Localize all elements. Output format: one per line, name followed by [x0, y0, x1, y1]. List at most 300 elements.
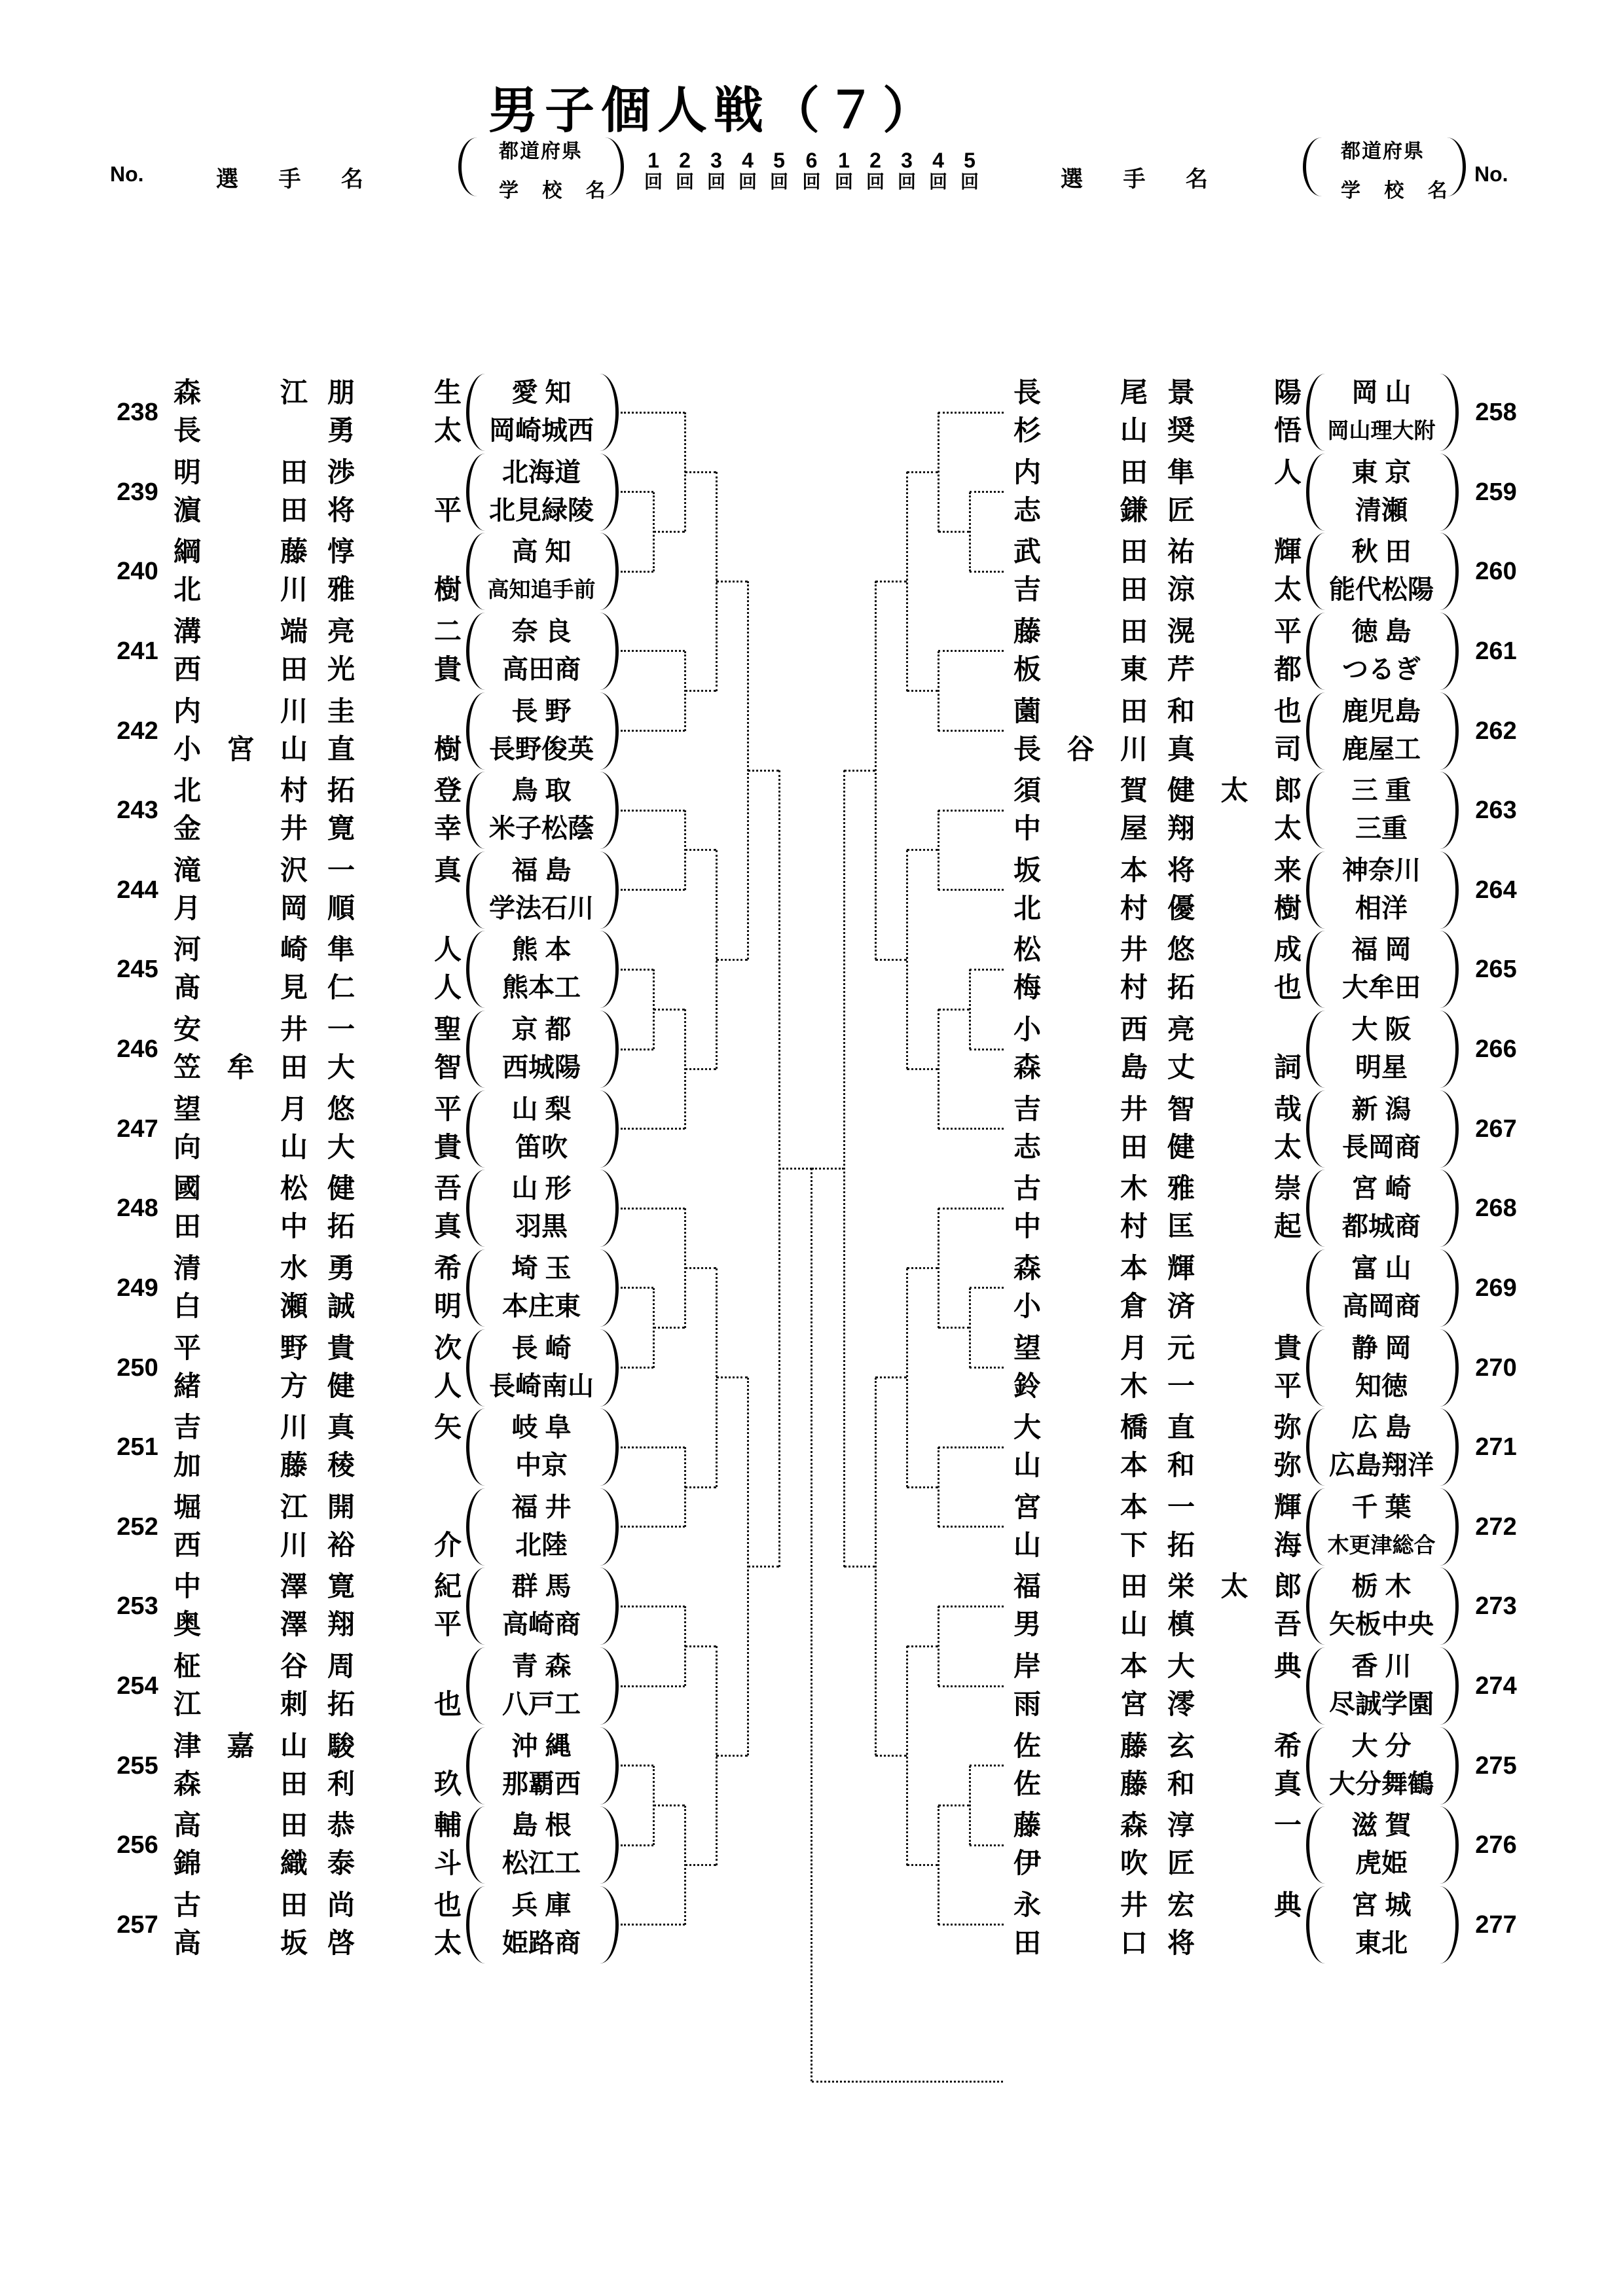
- entry-number: 263: [1475, 797, 1517, 825]
- bracket-line: [938, 1327, 970, 1329]
- school-paren-close-icon: [1440, 852, 1459, 929]
- given-name: 宏 典: [1167, 1889, 1302, 1920]
- entry-number: 267: [1475, 1115, 1517, 1143]
- header-school-right: 学 校 名: [1341, 180, 1457, 202]
- given-name: 澪: [1167, 1689, 1195, 1720]
- entry-264: [0, 851, 1623, 929]
- bracket-line: [653, 1009, 685, 1011]
- given-name: 優 樹: [1167, 892, 1302, 924]
- family-name: 河 崎: [173, 934, 308, 965]
- round-number: 2: [869, 149, 881, 172]
- family-name: 北 川: [173, 574, 308, 605]
- given-name: 滉 平: [1167, 615, 1302, 647]
- entry-266: [0, 1010, 1623, 1088]
- prefecture: 高 知: [511, 537, 572, 567]
- family-name: 古 木: [1013, 1173, 1148, 1204]
- entry-number: 239: [117, 478, 158, 506]
- entry-player1-name: [1013, 1331, 1302, 1365]
- family-name: 平 野: [173, 1332, 308, 1363]
- entry-267: [0, 1090, 1623, 1168]
- round-number: 6: [805, 149, 818, 172]
- family-name: 田 中: [173, 1211, 308, 1242]
- given-name: 栄 太 郎: [1167, 1571, 1302, 1602]
- given-name: 芹 都: [1167, 653, 1302, 685]
- family-name: 金 井: [173, 813, 308, 844]
- school-name: 羽黒: [515, 1212, 568, 1242]
- entry-line: [621, 1367, 653, 1369]
- family-name: 内 田: [1013, 456, 1148, 488]
- prefecture: 富 山: [1351, 1253, 1412, 1283]
- given-name: 大 智: [327, 1052, 462, 1083]
- school-name: 三重: [1355, 814, 1408, 844]
- family-name: 岸 本: [1013, 1651, 1148, 1682]
- family-name: 中 澤: [173, 1571, 308, 1602]
- entry-number: 254: [117, 1672, 158, 1700]
- school-name: 虎姫: [1355, 1849, 1408, 1878]
- prefecture: 長 崎: [511, 1333, 572, 1363]
- school-name: 明星: [1355, 1053, 1408, 1083]
- given-name: 亮 二: [327, 615, 462, 647]
- entry-number: 275: [1475, 1751, 1517, 1780]
- school-name: 米子松蔭: [489, 814, 594, 844]
- entry-line: [938, 1924, 1004, 1926]
- prefecture: 京 都: [511, 1015, 572, 1045]
- champion-line: [811, 1168, 812, 2081]
- given-name: 惇: [327, 536, 356, 567]
- final-connector: [812, 1168, 845, 1170]
- prefecture: 神奈川: [1342, 855, 1421, 885]
- family-name: 小 西: [1013, 1014, 1148, 1045]
- entry-number: 245: [117, 956, 158, 984]
- round-label-1: [824, 149, 864, 192]
- entry-number: 271: [1475, 1433, 1517, 1462]
- given-name: 匠: [1167, 494, 1195, 526]
- prefecture: 長 野: [511, 696, 572, 726]
- given-name: 淳 一: [1167, 1810, 1302, 1841]
- entry-line: [938, 1446, 1004, 1448]
- given-name: 順: [327, 892, 356, 924]
- family-name: 長 谷 川: [1013, 733, 1148, 764]
- given-name: 恭 輔: [327, 1810, 462, 1841]
- entry-line: [970, 969, 1004, 971]
- prefecture: 東 京: [1351, 457, 1412, 487]
- bracket-line: [907, 1645, 938, 1647]
- entry-262: [0, 692, 1623, 770]
- school-name: 西城陽: [502, 1053, 581, 1083]
- header-pref-left: 都道府県: [499, 141, 583, 162]
- entry-265: [0, 930, 1623, 1009]
- header-paren-close-left-icon: [605, 137, 624, 196]
- school-name: 清瀬: [1355, 495, 1408, 525]
- family-name: 北 村: [1013, 892, 1148, 924]
- family-name: 吉 川: [173, 1412, 308, 1443]
- school-name: 広島翔洋: [1329, 1451, 1434, 1480]
- family-name: 松 井: [1013, 934, 1148, 965]
- entry-player2-name: [1013, 1926, 1302, 1960]
- given-name: 将 来: [1167, 854, 1302, 886]
- entry-number: 261: [1475, 637, 1517, 665]
- entry-player2-name: [1013, 1210, 1302, 1244]
- prefecture: 徳 島: [1351, 617, 1412, 646]
- prefecture: 大 分: [1351, 1731, 1412, 1761]
- entry-number: 246: [117, 1035, 158, 1064]
- given-name: 開: [327, 1491, 356, 1522]
- entry-player1-name: [1013, 694, 1302, 728]
- bracket-line: [716, 1376, 748, 1378]
- bracket-line: [875, 1755, 907, 1757]
- given-name: 寛 幸: [327, 813, 462, 844]
- given-name: 真 矢: [327, 1412, 462, 1443]
- given-name: 貴 次: [327, 1332, 462, 1363]
- entry-player2-name: [1013, 1846, 1302, 1880]
- bracket-line: [844, 1566, 875, 1568]
- school-name: 鹿屋工: [1342, 734, 1421, 764]
- prefecture: 宮 城: [1351, 1890, 1412, 1920]
- champion-foot-line: [812, 2081, 1004, 2083]
- school-name: 高田商: [502, 655, 581, 684]
- bracket-line: [653, 1804, 685, 1806]
- prefecture: 大 阪: [1351, 1015, 1412, 1045]
- school-name: 能代松陽: [1329, 575, 1434, 605]
- given-name: 将 平: [327, 494, 462, 526]
- round-number: 4: [932, 149, 944, 172]
- given-name: 裕 介: [327, 1529, 462, 1560]
- family-name: 坂 本: [1013, 854, 1148, 886]
- prefecture: 青 森: [511, 1652, 572, 1681]
- given-name: 和 真: [1167, 1768, 1302, 1799]
- entry-260: [0, 532, 1623, 611]
- family-name: 須 賀: [1013, 775, 1148, 806]
- school-name: 矢板中央: [1329, 1610, 1434, 1640]
- entry-player2-name: [1013, 653, 1302, 687]
- school-name: 長崎南山: [489, 1371, 594, 1401]
- given-name: 泰 斗: [327, 1848, 462, 1879]
- entry-line: [938, 810, 1004, 812]
- entry-player1-name: [1013, 853, 1302, 888]
- round-suffix: 回: [928, 171, 947, 192]
- given-name: 匡 起: [1167, 1211, 1302, 1242]
- given-name: 雅 樹: [327, 574, 462, 605]
- school-name: 高岡商: [1342, 1291, 1421, 1321]
- family-name: 大 橋: [1013, 1412, 1148, 1443]
- entry-number: 276: [1475, 1831, 1517, 1859]
- entry-player1-name: [1013, 376, 1302, 410]
- school-name: 那覇西: [502, 1769, 581, 1799]
- given-name: 大 典: [1167, 1651, 1302, 1682]
- family-name: 加 藤: [173, 1450, 308, 1481]
- entry-line: [938, 1605, 1004, 1607]
- entry-player1-name: [1013, 1649, 1302, 1683]
- header-paren-open-right-icon: [1303, 137, 1322, 196]
- entry-player1-name: [1013, 1172, 1302, 1206]
- family-name: 北 村: [173, 775, 308, 806]
- given-name: 寛 紀: [327, 1571, 462, 1602]
- prefecture: 香 川: [1351, 1652, 1412, 1681]
- bracket-line: [875, 581, 907, 583]
- round-number: 1: [647, 149, 659, 172]
- round-number: 4: [742, 149, 754, 172]
- school-paren-close-icon: [1440, 1249, 1459, 1327]
- school-paren-close-icon: [1440, 1329, 1459, 1407]
- prefecture: 鳥 取: [511, 776, 572, 806]
- family-name: 望 月: [173, 1093, 308, 1124]
- prefecture: 愛 知: [511, 378, 572, 407]
- header-paren-open-left-icon: [458, 137, 477, 196]
- given-name: 周: [327, 1651, 356, 1682]
- entry-number: 244: [117, 876, 158, 904]
- bracket-line: [685, 1486, 716, 1488]
- round-suffix: 回: [738, 171, 757, 192]
- given-name: 拓 真: [327, 1211, 462, 1242]
- family-name: 佐 藤: [1013, 1768, 1148, 1799]
- entry-line: [938, 650, 1004, 652]
- entry-line: [970, 571, 1004, 573]
- school-name: つるぎ: [1342, 655, 1421, 684]
- entry-line: [938, 1685, 1004, 1687]
- round-number: 3: [710, 149, 722, 172]
- family-name: 山 下: [1013, 1529, 1148, 1560]
- family-name: 山 本: [1013, 1450, 1148, 1481]
- family-name: 男 山: [1013, 1609, 1148, 1640]
- prefecture: 兵 庫: [511, 1890, 572, 1920]
- given-name: 勇 希: [327, 1252, 462, 1283]
- entry-number: 260: [1475, 558, 1517, 586]
- family-name: 森 本: [1013, 1252, 1148, 1283]
- entry-player2-name: [1013, 1130, 1302, 1164]
- family-name: 古 田: [173, 1889, 308, 1920]
- school-name: 学法石川: [489, 893, 594, 923]
- bracket-line: [685, 690, 716, 692]
- round-suffix: 回: [675, 171, 694, 192]
- prefecture: 新 潟: [1351, 1094, 1412, 1124]
- school-paren-close-icon: [1440, 533, 1459, 610]
- school-paren-close-icon: [1440, 613, 1459, 690]
- family-name: 笠 牟 田: [173, 1052, 308, 1083]
- entry-261: [0, 612, 1623, 691]
- entry-number: 265: [1475, 956, 1517, 984]
- given-name: 直 樹: [327, 733, 462, 764]
- header-player-right: 選 手 名: [1061, 167, 1225, 192]
- given-name: 健 太: [1167, 1131, 1302, 1162]
- given-name: 一 平: [1167, 1370, 1302, 1401]
- school-paren-close-icon: [1440, 1727, 1459, 1804]
- school-paren-close-icon: [1440, 1568, 1459, 1645]
- family-name: 吉 井: [1013, 1093, 1148, 1124]
- header-no-right: No.: [1474, 162, 1508, 186]
- given-name: 拓 登: [327, 775, 462, 806]
- bracket-line: [653, 531, 685, 533]
- bracket-line: [907, 690, 938, 692]
- prefecture: 沖 縄: [511, 1731, 572, 1761]
- prefecture: 栃 木: [1351, 1572, 1412, 1602]
- school-name: 大分舞鶴: [1329, 1769, 1434, 1799]
- family-name: 高 田: [173, 1810, 308, 1841]
- entry-number: 273: [1475, 1592, 1517, 1621]
- given-name: 悠 成: [1167, 934, 1302, 965]
- given-name: 輝: [1167, 1252, 1195, 1283]
- family-name: 望 月: [1013, 1332, 1148, 1363]
- given-name: 翔 平: [327, 1609, 462, 1640]
- given-name: 朋 生: [327, 377, 462, 408]
- school-paren-close-icon: [1440, 1886, 1459, 1964]
- bracket-line: [875, 1376, 907, 1378]
- prefecture: 埼 玉: [511, 1253, 572, 1283]
- given-name: 翔 太: [1167, 813, 1302, 844]
- family-name: 梅 村: [1013, 972, 1148, 1003]
- school-name: 尽誠学園: [1329, 1690, 1434, 1719]
- header-paren-close-right-icon: [1447, 137, 1466, 196]
- given-name: 真 司: [1167, 733, 1302, 764]
- given-name: 健 人: [327, 1370, 462, 1401]
- entry-player1-name: [1013, 1808, 1302, 1842]
- header-player-left: 選 手 名: [216, 167, 380, 192]
- entry-number: 241: [117, 637, 158, 665]
- entry-player1-name: [1013, 933, 1302, 967]
- family-name: 武 田: [1013, 536, 1148, 567]
- school-name: 北陸: [515, 1530, 568, 1560]
- given-name: 済: [1167, 1290, 1195, 1321]
- family-name: 濵 田: [173, 494, 308, 526]
- entry-line: [621, 1765, 653, 1767]
- given-name: 隼 人: [1167, 456, 1302, 488]
- round-number: 5: [964, 149, 976, 172]
- entry-player1-name: [1013, 1251, 1302, 1285]
- bracket-line: [685, 1645, 716, 1647]
- prefecture: 山 形: [511, 1174, 572, 1204]
- prefecture: 岐 阜: [511, 1413, 572, 1443]
- family-name: 長: [173, 415, 202, 446]
- given-name: 一 輝: [1167, 1491, 1302, 1522]
- bracket-line: [907, 1267, 938, 1269]
- family-name: 堀 江: [173, 1491, 308, 1522]
- school-paren-close-icon: [1440, 692, 1459, 770]
- school-name: 笛吹: [515, 1132, 568, 1162]
- family-name: 雨 宮: [1013, 1689, 1148, 1720]
- entry-number: 268: [1475, 1194, 1517, 1223]
- entry-number: 257: [117, 1910, 158, 1939]
- given-name: 利 玖: [327, 1768, 462, 1799]
- given-name: 駿: [327, 1730, 356, 1761]
- round-number: 5: [773, 149, 785, 172]
- family-name: 向 山: [173, 1131, 308, 1162]
- header-pref-right: 都道府県: [1341, 141, 1425, 162]
- prefecture: 岡 山: [1351, 378, 1412, 407]
- entry-line: [970, 1844, 1004, 1846]
- given-name: 将: [1167, 1927, 1195, 1958]
- entry-player2-name: [1013, 1050, 1302, 1085]
- entry-number: 264: [1475, 876, 1517, 904]
- school-paren-close-icon: [1440, 1647, 1459, 1725]
- bracket-line: [938, 1009, 970, 1011]
- given-name: 誠 明: [327, 1290, 462, 1321]
- family-name: 森 島: [1013, 1052, 1148, 1083]
- entry-player2-name: [1013, 971, 1302, 1005]
- round-suffix: 回: [960, 171, 979, 192]
- entry-line: [621, 1128, 685, 1130]
- given-name: 仁 人: [327, 972, 462, 1003]
- entry-line: [621, 1844, 653, 1846]
- family-name: 宮 本: [1013, 1491, 1148, 1522]
- given-name: 雅 崇: [1167, 1173, 1302, 1204]
- given-name: 拓 也: [1167, 972, 1302, 1003]
- given-name: 拓 海: [1167, 1529, 1302, 1560]
- given-name: 祐 輝: [1167, 536, 1302, 567]
- given-name: 和 也: [1167, 695, 1302, 726]
- family-name: 内 川: [173, 695, 308, 726]
- school-name: 木更津総合: [1327, 1532, 1436, 1557]
- entry-number: 255: [117, 1751, 158, 1780]
- given-name: 健 太 郎: [1167, 775, 1302, 806]
- family-name: 小 倉: [1013, 1290, 1148, 1321]
- family-name: 田 口: [1013, 1927, 1148, 1958]
- round-suffix: 回: [644, 171, 663, 192]
- entry-number: 251: [117, 1433, 158, 1462]
- given-name: 丈 詞: [1167, 1052, 1302, 1083]
- entry-player1-name: [1013, 615, 1302, 649]
- entry-player2-name: [1013, 1448, 1302, 1482]
- given-name: 槙 吾: [1167, 1609, 1302, 1640]
- entry-line: [970, 1367, 1004, 1369]
- final-connector: [779, 1168, 812, 1170]
- entry-line: [621, 650, 685, 652]
- given-name: 匠: [1167, 1848, 1195, 1879]
- given-name: 一 真: [327, 854, 462, 886]
- school-name: 岡崎城西: [489, 416, 594, 445]
- round-suffix: 回: [802, 171, 821, 192]
- prefecture: 三 重: [1351, 776, 1412, 806]
- entry-number: 256: [117, 1831, 158, 1859]
- prefecture: 奈 良: [511, 617, 572, 646]
- school-paren-close-icon: [1440, 1011, 1459, 1088]
- entry-line: [621, 1287, 653, 1289]
- header-no-left: No.: [110, 162, 144, 186]
- school-name: 相洋: [1355, 893, 1408, 923]
- entry-player2-name: [1013, 1607, 1302, 1641]
- family-name: 明 田: [173, 456, 308, 488]
- school-name: 姫路商: [502, 1928, 581, 1958]
- family-name: 津 嘉 山: [173, 1730, 308, 1761]
- entry-number: 250: [117, 1354, 158, 1382]
- entry-player1-name: [1013, 1729, 1302, 1763]
- page-title: 男子個人戦（７）: [488, 83, 939, 139]
- entry-player2-name: [1013, 1289, 1302, 1323]
- family-name: 西 田: [173, 653, 308, 685]
- family-name: 志 鎌: [1013, 494, 1148, 526]
- round-number: 1: [838, 149, 850, 172]
- entry-number: 272: [1475, 1513, 1517, 1541]
- entry-line: [621, 571, 653, 573]
- given-name: 圭: [327, 695, 356, 726]
- family-name: 白 瀬: [173, 1290, 308, 1321]
- entry-258: [0, 373, 1623, 452]
- round-suffix: 回: [866, 171, 884, 192]
- bracket-line: [907, 471, 938, 473]
- entry-line: [938, 1128, 1004, 1130]
- given-name: 隼 人: [327, 934, 462, 965]
- given-name: 悠 平: [327, 1093, 462, 1124]
- entry-line: [938, 1526, 1004, 1528]
- prefecture: 山 梨: [511, 1094, 572, 1124]
- family-name: 高 坂: [173, 1927, 308, 1958]
- entry-player2-name: [1013, 812, 1302, 846]
- given-name: 涼 太: [1167, 574, 1302, 605]
- family-name: 綱 藤: [173, 536, 308, 567]
- bracket-line: [685, 471, 716, 473]
- prefecture: 静 岡: [1351, 1333, 1412, 1363]
- entry-line: [621, 412, 685, 414]
- entry-number: 238: [117, 399, 158, 426]
- entry-number: 259: [1475, 478, 1517, 506]
